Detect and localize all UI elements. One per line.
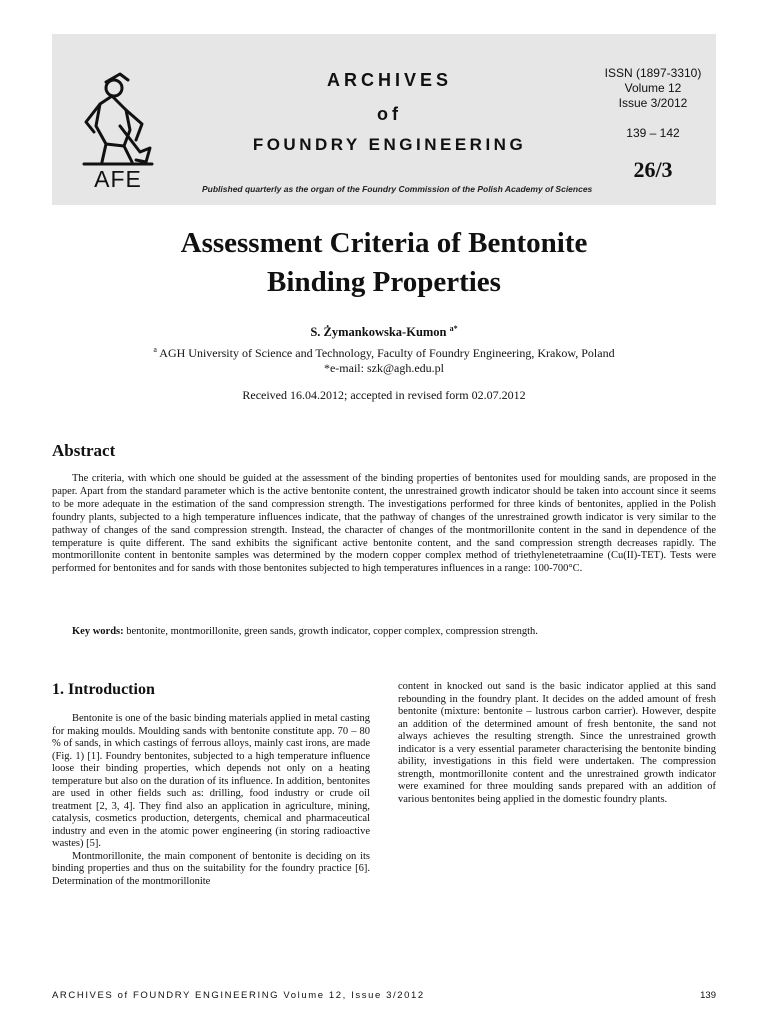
author-sup: a* bbox=[449, 324, 458, 333]
article-title bbox=[80, 224, 688, 302]
published-note: Published quarterly as the organ of the Foundry Commission of the Polish Academy of Sciences bbox=[202, 184, 593, 194]
keywords bbox=[72, 626, 716, 637]
keywords-label: Key words: bbox=[72, 626, 124, 637]
footer-journal: ARCHIVES of FOUNDRY ENGINEERING Volume 12, Issue 3/2012 bbox=[52, 990, 425, 1001]
author-name: S. Żymankowska-Kumon bbox=[310, 325, 450, 340]
page-range: 139 – 142 bbox=[626, 126, 680, 140]
page-number: 139 bbox=[700, 990, 716, 1001]
affiliation-text: AGH University of Science and Technology, Faculty of Foundry Engineering, Krakow, Poland bbox=[156, 346, 615, 360]
intro-paragraph-2: Montmorillonite, the main component of bentonite is deciding on its binding properties and thus on the suitability for the foundry practice [6]. Determination of the montmorillonite bbox=[52, 850, 370, 887]
journal-title-line3: FOUNDRY ENGINEERING bbox=[252, 135, 527, 154]
introduction-heading: 1. Introduction bbox=[52, 681, 155, 698]
author-email: *e-mail: szk@agh.edu.pl bbox=[323, 361, 445, 375]
abstract-text: The criteria, with which one should be guided at the assessment of the binding properties of bentonites used for moulding sands, are proposed in the paper. Apart from the standard parameter which is the active bentonite content, the unrestrained growth indicator should be taken into account since it seems to be more adequate in the estimation of the sand compression strength. The investigations performed for three kinds of bentonites, applied in the Polish foundry plants, subjected to a high temperature influences indicate, that the pathway of changes of the unrestrained growth indicator is very similar to the pathway of changes of the sand compression strength. Instead, the character of changes of the montmorillonite content in the sand in dependence of the temperature is quite different. The sand exhibits the significant active bentonite content, and the sand compression strength decreases rapidly. The montmorillonite content in bentonite samples was determined by the modern copper complex method of triethylenetetraamine (Cu(II)-TET). Tests were performed for bentonites and for sands with those bentonites subjected to high temperatures influences in a range: 100-700°C. bbox=[52, 473, 716, 575]
author bbox=[80, 324, 688, 340]
affiliation-sup: a bbox=[153, 345, 157, 354]
keywords-text: bentonite, montmorillonite, green sands, growth indicator, copper complex, compression strength. bbox=[123, 626, 538, 637]
received-dates: Received 16.04.2012; accepted in revised form 02.07.2012 bbox=[242, 388, 526, 402]
title-line2: Binding Properties bbox=[267, 266, 501, 298]
issue: Issue 3/2012 bbox=[618, 96, 688, 110]
journal-header bbox=[52, 34, 716, 205]
affiliation bbox=[60, 342, 708, 361]
journal-title-line2: of bbox=[377, 104, 402, 124]
afe-logo-text: AFE bbox=[94, 166, 142, 192]
abstract-heading: Abstract bbox=[52, 441, 116, 460]
journal-title-line1: ARCHIVES bbox=[326, 70, 452, 90]
issn: ISSN (1897-3310) bbox=[604, 66, 702, 80]
article-code: 26/3 bbox=[633, 157, 673, 182]
intro-continuation: content in knocked out sand is the basic indicator applied at this sand rebounding in the foundry plant. It decides on the added amount of fresh bentonite (mixture: bentonite – lustrous carbon carrier). However, despite an addition of the determined amount of fresh bentonite, the sand not always achieves the resulting strength. Since the unrestrained growth indicator is a very essential parameter characterising the bentonite binding ability, investigations in this field were undertaken. The compression strength, montmorillonite content and the unrestrained growth indicator were examined for three moulding sands prepared with an addition of various bentonites being applied in the domestic foundry plants. bbox=[398, 681, 716, 805]
title-line1: Assessment Criteria of Bentonite bbox=[180, 227, 588, 259]
volume: Volume 12 bbox=[624, 81, 682, 95]
intro-paragraph-1: Bentonite is one of the basic binding materials applied in metal casting for making moulds. Moulding sands with bentonite constitute app. 70 – 80 % of sands, in which castings of ferrous alloys, mainly cast irons, are made (Fig. 1) [1]. Foundry bentonites, subjected to a high temperature influence loose their binding properties, which depends not only on a heating temperature but also on the duration of its influence. In addition, bentonites are used in other fields such as: drilling, food industry or crude oil treatment [2, 3, 4]. They find also an application in agriculture, mining, catalysis, cosmetics production, detergents, chemical and pharmaceutical industry and even in the atomic power engineering (in storing radioactive wastes) [5]. bbox=[52, 713, 370, 849]
right-column bbox=[398, 681, 716, 806]
left-column bbox=[52, 713, 370, 888]
affiliation-block bbox=[60, 342, 708, 376]
